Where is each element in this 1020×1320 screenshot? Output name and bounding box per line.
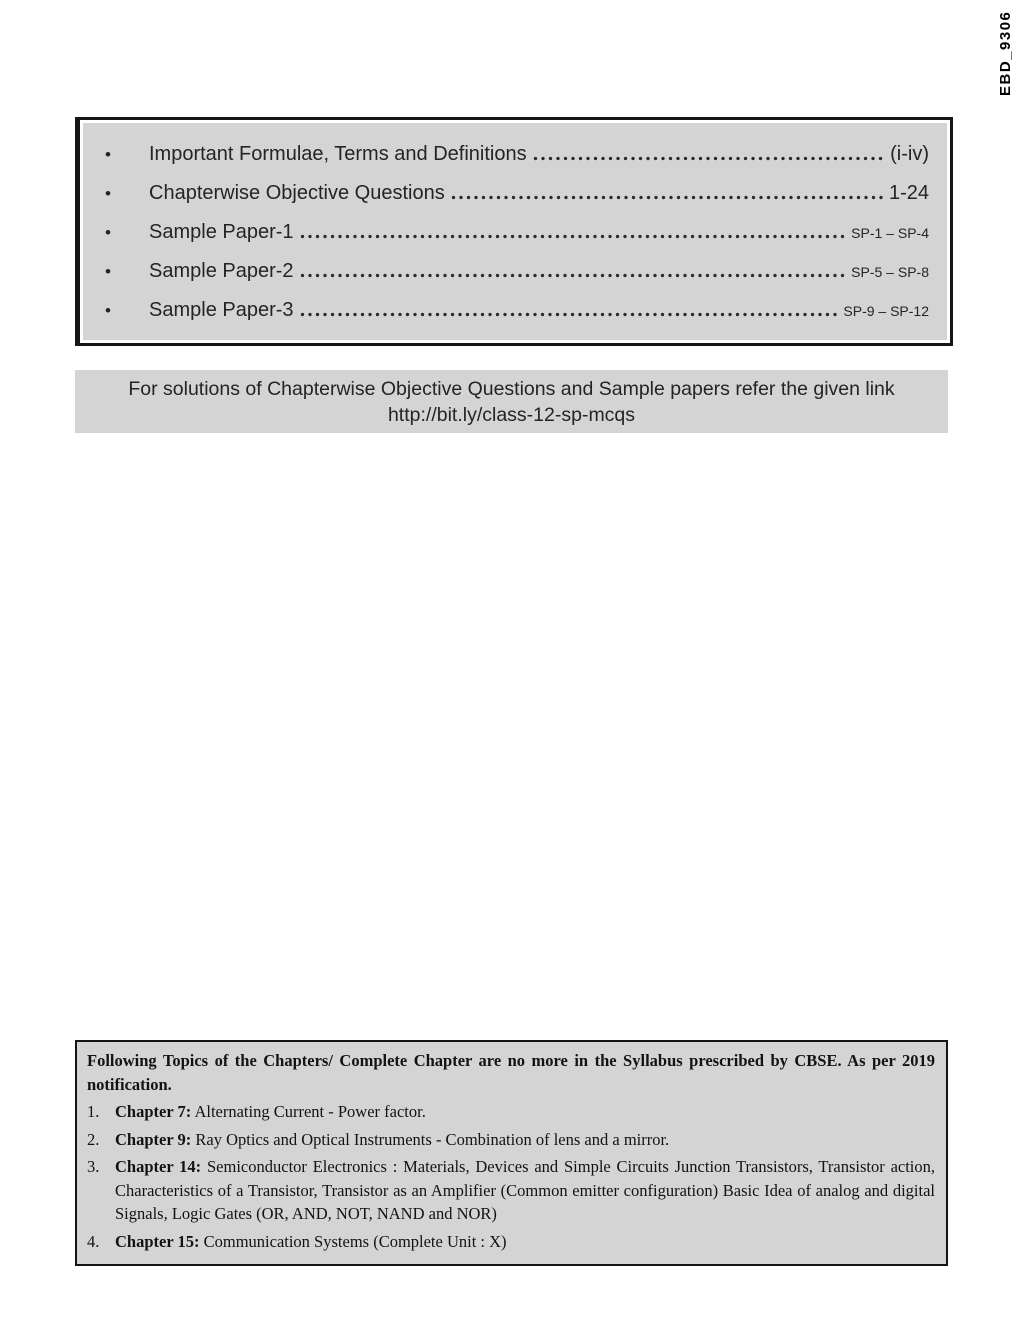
item-body [115,1100,935,1124]
toc-row [95,174,929,213]
toc-item-label: Important Formulae, Terms and Definitions [149,143,527,165]
toc-box [75,117,953,346]
item-text: Alternating Current - Power factor. [194,1102,426,1121]
dotted-leader [532,135,886,174]
solutions-banner [75,370,948,433]
notice-item [87,1155,935,1226]
toc-row [95,213,929,252]
bullet-icon: • [105,262,111,281]
dotted-leader [299,291,839,330]
banner-text: For solutions of Chapterwise Objective Questions and Sample papers refer the given link [128,378,895,400]
chapter-label: Chapter 14: [115,1157,202,1176]
chapter-label: Chapter 7: [115,1102,192,1121]
bullet-icon: • [105,184,111,203]
item-body [115,1230,935,1254]
toc-item-label: Chapterwise Objective Questions [149,182,445,204]
toc-item-label: Sample Paper-1 [149,221,294,243]
item-number: 4. [87,1231,100,1251]
chapter-label: Chapter 15: [115,1231,200,1251]
syllabus-notice-box [75,1040,948,1266]
notice-item [87,1128,935,1152]
notice-item [87,1230,935,1254]
toc-row [95,135,929,174]
toc-item-pages: (i-iv) [890,143,929,165]
toc-row [95,291,929,330]
item-body [115,1155,935,1226]
item-text: Semiconductor Electronics : Materials, Devices and Simple Circuits Junction Transistors, Transistor action, Characteristics of a Transistor, Transistor as an Amplifier (Common emitter configuration) Basic Idea of analog and digital Signals, Logic Gates (OR, AND, NOT, NAND and NOR) [115,1157,936,1223]
item-text: Ray Optics and Optical Instruments - Combination of lens and a mirror. [195,1129,670,1149]
chapter-label: Chapter 9: [115,1129,192,1149]
dotted-leader [299,213,847,252]
item-body [115,1128,935,1152]
bullet-icon: • [105,223,111,242]
toc-item-pages: SP-1 – SP-4 [851,221,929,243]
toc-item-pages: SP-9 – SP-12 [843,299,929,321]
dotted-leader [299,252,847,291]
solutions-link-text: http://bit.ly/class-12-sp-mcqs [387,404,636,426]
toc-item-pages: 1-24 [888,182,929,204]
item-text: Communication Systems (Complete Unit : X) [203,1231,507,1251]
toc-item-label: Sample Paper-3 [149,299,294,321]
item-number: 3. [87,1157,100,1176]
notice-title: Following Topics of the Chapters/ Complete Chapter are no more in the Syllabus prescribed by CBSE. As per 2019 notification. [87,1051,935,1094]
edge-code: EBD_9306 [997,10,1014,96]
notice-item [87,1100,935,1124]
item-number: 2. [87,1129,100,1149]
toc-item-label: Sample Paper-2 [149,260,294,282]
bullet-icon: • [105,301,111,320]
toc-row [95,252,929,291]
toc-item-pages: SP-5 – SP-8 [851,260,929,282]
item-number: 1. [87,1102,100,1121]
bullet-icon: • [105,145,111,164]
dotted-leader [450,174,884,213]
toc-inner-panel [83,123,947,340]
